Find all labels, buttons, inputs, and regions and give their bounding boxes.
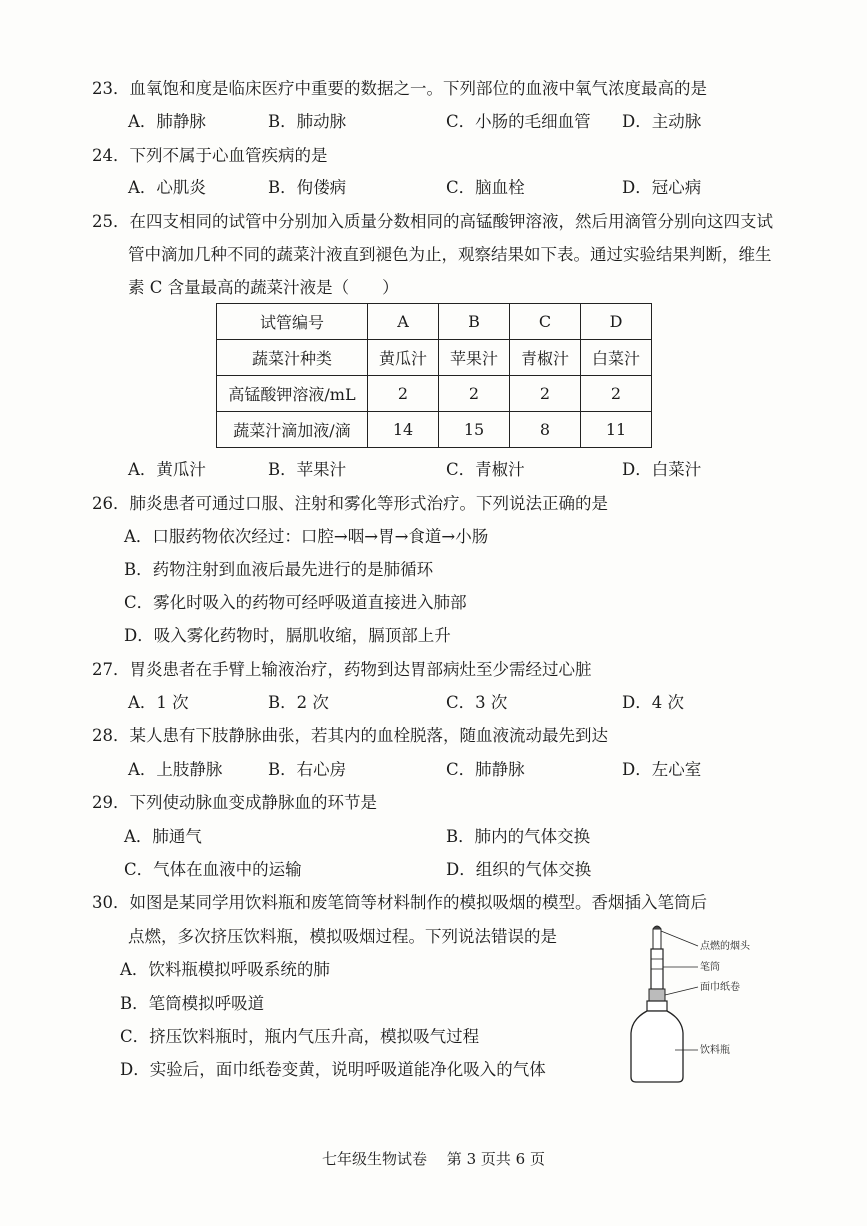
- cigarette-shape: [653, 929, 661, 949]
- q30-option-a: A．饮料瓶模拟呼吸系统的肺: [120, 960, 330, 979]
- q25-stem-line3: 素 C 含量最高的蔬菜汁液是（ ）: [128, 278, 399, 297]
- q23-option-d: D．主动脉: [622, 112, 702, 131]
- table-cell: 试管编号: [217, 304, 368, 340]
- table-cell: 2: [510, 376, 581, 412]
- q27-option-c: C．3 次: [446, 693, 508, 712]
- table-cell: 蔬菜汁滴加液/滴: [217, 412, 368, 448]
- q30-stem-line2: 点燃，多次挤压饮料瓶，模拟吸烟过程。下列说法错误的是: [128, 927, 557, 946]
- smoking-model-figure: [620, 925, 800, 1085]
- tissue-roll-shape: [649, 989, 665, 1001]
- table-cell: D: [581, 304, 652, 340]
- q25-option-a: A．黄瓜汁: [128, 460, 206, 479]
- q24-stem: 24．下列不属于心血管疾病的是: [92, 146, 328, 165]
- q30-option-d: D．实验后，面巾纸卷变黄，说明呼吸道能净化吸入的气体: [120, 1060, 546, 1079]
- table-cell: C: [510, 304, 581, 340]
- table-cell: 2: [439, 376, 510, 412]
- q30-option-b: B．笔筒模拟呼吸道: [120, 994, 265, 1013]
- q23-option-a: A．肺静脉: [128, 112, 206, 131]
- table-cell: 白菜汁: [581, 340, 652, 376]
- table-cell: 8: [510, 412, 581, 448]
- bottle-neck-shape: [647, 1001, 667, 1011]
- table-cell: 高锰酸钾溶液/mL: [217, 376, 368, 412]
- label-pen-holder: 笔筒: [700, 962, 720, 973]
- q23-stem: 23．血氧饱和度是临床医疗中重要的数据之一。下列部位的血液中氧气浓度最高的是: [92, 79, 707, 98]
- q27-option-d: D．4 次: [622, 693, 684, 712]
- q24-option-c: C．脑血栓: [446, 178, 525, 197]
- table-row: [217, 304, 652, 340]
- table-cell: A: [368, 304, 439, 340]
- q24-option-a: A．心肌炎: [128, 178, 206, 197]
- q30-stem-line1: 30．如图是某同学用饮料瓶和废笔筒等材料制作的模拟吸烟的模型。香烟插入笔筒后: [92, 893, 707, 912]
- q27-option-a: A．1 次: [128, 693, 189, 712]
- table-cell: 15: [439, 412, 510, 448]
- experiment-table: [216, 303, 652, 448]
- q29-option-d: D．组织的气体交换: [446, 860, 592, 879]
- table-cell: B: [439, 304, 510, 340]
- q25-option-c: C．青椒汁: [446, 460, 525, 479]
- table-cell: 2: [581, 376, 652, 412]
- q26-stem: 26．肺炎患者可通过口服、注射和雾化等形式治疗。下列说法正确的是: [92, 494, 608, 513]
- table-cell: 黄瓜汁: [368, 340, 439, 376]
- table-cell: 14: [368, 412, 439, 448]
- q25-stem-line1: 25．在四支相同的试管中分别加入质量分数相同的高锰酸钾溶液，然后用滴管分别向这四支试: [92, 212, 773, 231]
- q24-option-d: D．冠心病: [622, 178, 702, 197]
- table-cell: 青椒汁: [510, 340, 581, 376]
- table-cell: 11: [581, 412, 652, 448]
- label-tissue-roll: 面巾纸卷: [700, 982, 740, 993]
- burning-tip-shape: [653, 926, 661, 929]
- q26-option-a: A．口服药物依次经过：口腔→咽→胃→食道→小肠: [124, 527, 489, 546]
- q23-option-c: C．小肠的毛细血管: [446, 112, 591, 131]
- q26-option-b: B．药物注射到血液后最先进行的是肺循环: [124, 560, 434, 579]
- q26-option-d: D．吸入雾化药物时，膈肌收缩，膈顶部上升: [124, 626, 451, 645]
- bottle-body-shape: [631, 1011, 683, 1082]
- label-cigarette: 点燃的烟头: [700, 941, 750, 952]
- q28-option-d: D．左心室: [622, 760, 702, 779]
- table-row: [217, 412, 652, 448]
- q25-stem-line2: 管中滴加几种不同的蔬菜汁液直到褪色为止，观察结果如下表。通过实验结果判断，维生: [128, 245, 772, 264]
- q27-option-b: B．2 次: [268, 693, 329, 712]
- label-bottle: 饮料瓶: [700, 1045, 730, 1056]
- q29-option-a: A．肺通气: [124, 827, 202, 846]
- q28-option-a: A．上肢静脉: [128, 760, 223, 779]
- table-cell: 蔬菜汁种类: [217, 340, 368, 376]
- table-cell: 2: [368, 376, 439, 412]
- q26-option-c: C．雾化时吸入的药物可经呼吸道直接进入肺部: [124, 593, 467, 612]
- table-row: [217, 340, 652, 376]
- q24-option-b: B．佝偻病: [268, 178, 347, 197]
- q29-option-c: C．气体在血液中的运输: [124, 860, 302, 879]
- q28-stem: 28．某人患有下肢静脉曲张，若其内的血栓脱落，随血液流动最先到达: [92, 726, 608, 745]
- page-footer: 七年级生物试卷 第 3 页共 6 页: [322, 1150, 545, 1168]
- q27-stem: 27．胃炎患者在手臂上输液治疗，药物到达胃部病灶至少需经过心脏: [92, 660, 592, 679]
- q28-option-c: C．肺静脉: [446, 760, 525, 779]
- q28-option-b: B．右心房: [268, 760, 347, 779]
- q30-option-c: C．挤压饮料瓶时，瓶内气压升高，模拟吸气过程: [120, 1027, 480, 1046]
- table-row: [217, 376, 652, 412]
- q23-option-b: B．肺动脉: [268, 112, 347, 131]
- q25-option-b: B．苹果汁: [268, 460, 347, 479]
- q29-stem: 29．下列使动脉血变成静脉血的环节是: [92, 793, 377, 812]
- q29-option-b: B．肺内的气体交换: [446, 827, 591, 846]
- q25-option-d: D．白菜汁: [622, 460, 702, 479]
- smoking-model-diagram: [620, 925, 800, 1085]
- table-cell: 苹果汁: [439, 340, 510, 376]
